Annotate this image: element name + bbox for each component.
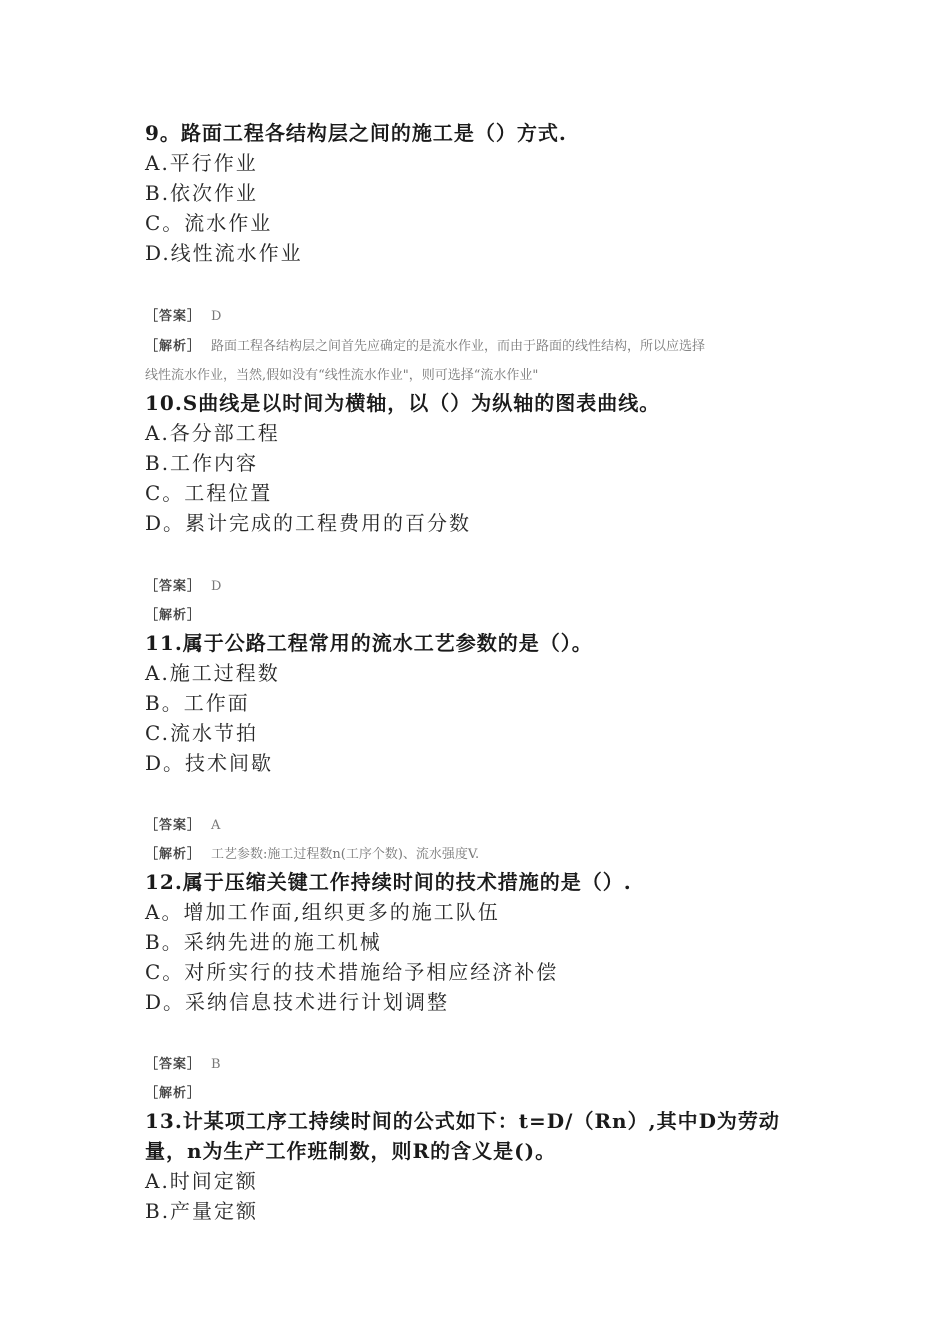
analysis-text: 路面工程各结构层之间首先应确定的是流水作业，而由于路面的线性结构，所以应选择 [211,339,706,354]
question-11-title: 11.属于公路工程常用的流水工艺参数的是（）。 [145,631,593,655]
question-10-title: 10.S曲线是以时间为横轴，以（）为纵轴的图表曲线。 [145,391,661,415]
analysis-text: 工艺参数:施工过程数n(工序个数)、流水强度V. [211,847,480,862]
question-10-answer [145,577,221,597]
analysis-label: ［解析］ [145,339,202,354]
answer-label: ［答案］ [145,309,202,324]
question-12-analysis [145,1084,201,1104]
analysis-label: ［解析］ [145,1086,202,1101]
question-11-option-c: C.流水节拍 [145,721,258,745]
question-13-title-continued: 量，n为生产工作班制数，则R的含义是()。 [145,1139,557,1163]
question-10-option-d: D。累计完成的工程费用的百分数 [145,511,472,535]
question-9-option-c: C。流水作业 [145,211,273,235]
question-13-option-b: B.产量定额 [145,1199,259,1223]
question-12-option-a: A。增加工作面,组织更多的施工队伍 [145,900,500,924]
analysis-label: ［解析］ [145,847,202,862]
question-9-option-a: A.平行作业 [145,151,258,175]
answer-label: ［答案］ [145,579,202,594]
question-11-option-d: D。技术间歇 [145,751,274,775]
answer-value: A [211,818,221,833]
answer-value: D [211,309,222,324]
question-13-option-a: A.时间定额 [145,1169,258,1193]
question-10-option-c: C。工程位置 [145,481,273,505]
answer-label: ［答案］ [145,818,202,833]
question-10-option-b: B.工作内容 [145,451,259,475]
question-13-title: 13.计某项工序工持续时间的公式如下：t=D/（Rn）,其中D为劳动 [145,1109,780,1133]
question-9-title: 9。路面工程各结构层之间的施工是（）方式. [145,121,567,145]
question-10-option-a: A.各分部工程 [145,421,280,445]
question-12-answer [145,1055,221,1075]
question-12-option-d: D。采纳信息技术进行计划调整 [145,990,450,1014]
question-9-analysis [145,337,705,357]
answer-label: ［答案］ [145,1057,202,1072]
question-11-option-a: A.施工过程数 [145,661,280,685]
question-9-answer [145,307,221,327]
answer-value: D [211,579,222,594]
question-12-option-b: B。采纳先进的施工机械 [145,930,382,954]
question-10-analysis [145,606,201,626]
question-11-option-b: B。工作面 [145,691,250,715]
question-9-option-b: B.依次作业 [145,181,259,205]
question-9-analysis-continued: 线性流水作业，当然,假如没有“线性流水作业"，则可选择“流水作业" [145,368,539,383]
analysis-label: ［解析］ [145,608,202,623]
question-11-analysis [145,845,479,865]
question-9-option-d: D.线性流水作业 [145,241,303,265]
answer-value: B [211,1057,221,1072]
question-12-option-c: C。对所实行的技术措施给予相应经济补偿 [145,960,559,984]
question-11-answer [145,816,220,836]
question-12-title: 12.属于压缩关键工作持续时间的技术措施的是（）. [145,870,632,894]
